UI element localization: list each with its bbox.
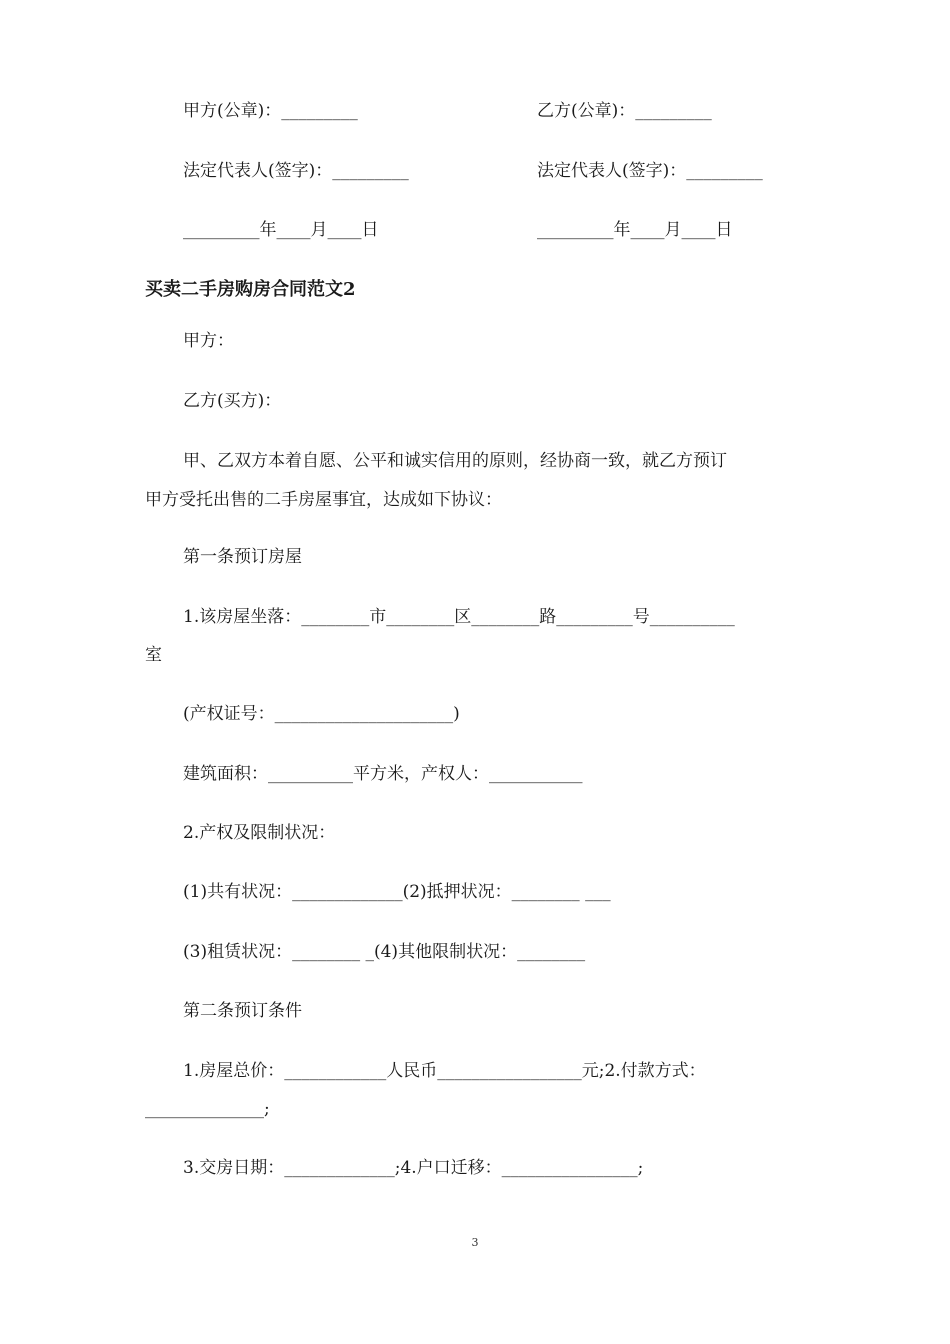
ownership-status-1: (1)共有状况：_____________(2)抵押状况：________ ___: [183, 882, 611, 902]
party-a-seal-field: 甲方(公章)：_________: [183, 101, 358, 121]
building-area-field: 建筑面积：__________平方米，产权人：___________: [183, 764, 583, 784]
intro-line-2: 甲方受托出售的二手房屋事宜，达成如下协议：: [145, 490, 502, 510]
party-b-seal-field: 乙方(公章)：_________: [537, 101, 712, 121]
article-1-title: 第一条预订房屋: [183, 547, 302, 567]
party-b-label: 乙方(买方)：: [183, 391, 282, 411]
article-2-title: 第二条预订条件: [183, 1001, 302, 1021]
price-line-1: 1.房屋总价：____________人民币_________________元;2.付款方式：: [183, 1061, 706, 1081]
ownership-status-title: 2.产权及限制状况：: [183, 823, 336, 843]
location-line-1: 1.该房屋坐落：________市________区________路_________号__________: [183, 607, 735, 627]
page-number: 3: [471, 1236, 479, 1249]
location-line-2: 室: [145, 645, 162, 665]
party-a-label: 甲方：: [183, 331, 234, 351]
section-title: 买卖二手房购房合同范文2: [145, 279, 356, 300]
date-b-field: _________年____月____日: [537, 220, 733, 240]
delivery-line: 3.交房日期：_____________;4.户口迁移：________________;: [183, 1158, 644, 1178]
ownership-status-2: (3)租赁状况：________ _(4)其他限制状况：________: [183, 942, 586, 962]
intro-line-1: 甲、乙双方本着自愿、公平和诚实信用的原则，经协商一致，就乙方预订: [183, 451, 727, 471]
property-cert-field: (产权证号：_____________________): [183, 704, 460, 724]
price-line-2: ______________;: [145, 1099, 270, 1119]
date-a-field: _________年____月____日: [183, 220, 379, 240]
legal-rep-a-field: 法定代表人(签字)：_________: [183, 161, 409, 181]
legal-rep-b-field: 法定代表人(签字)：_________: [537, 161, 763, 181]
